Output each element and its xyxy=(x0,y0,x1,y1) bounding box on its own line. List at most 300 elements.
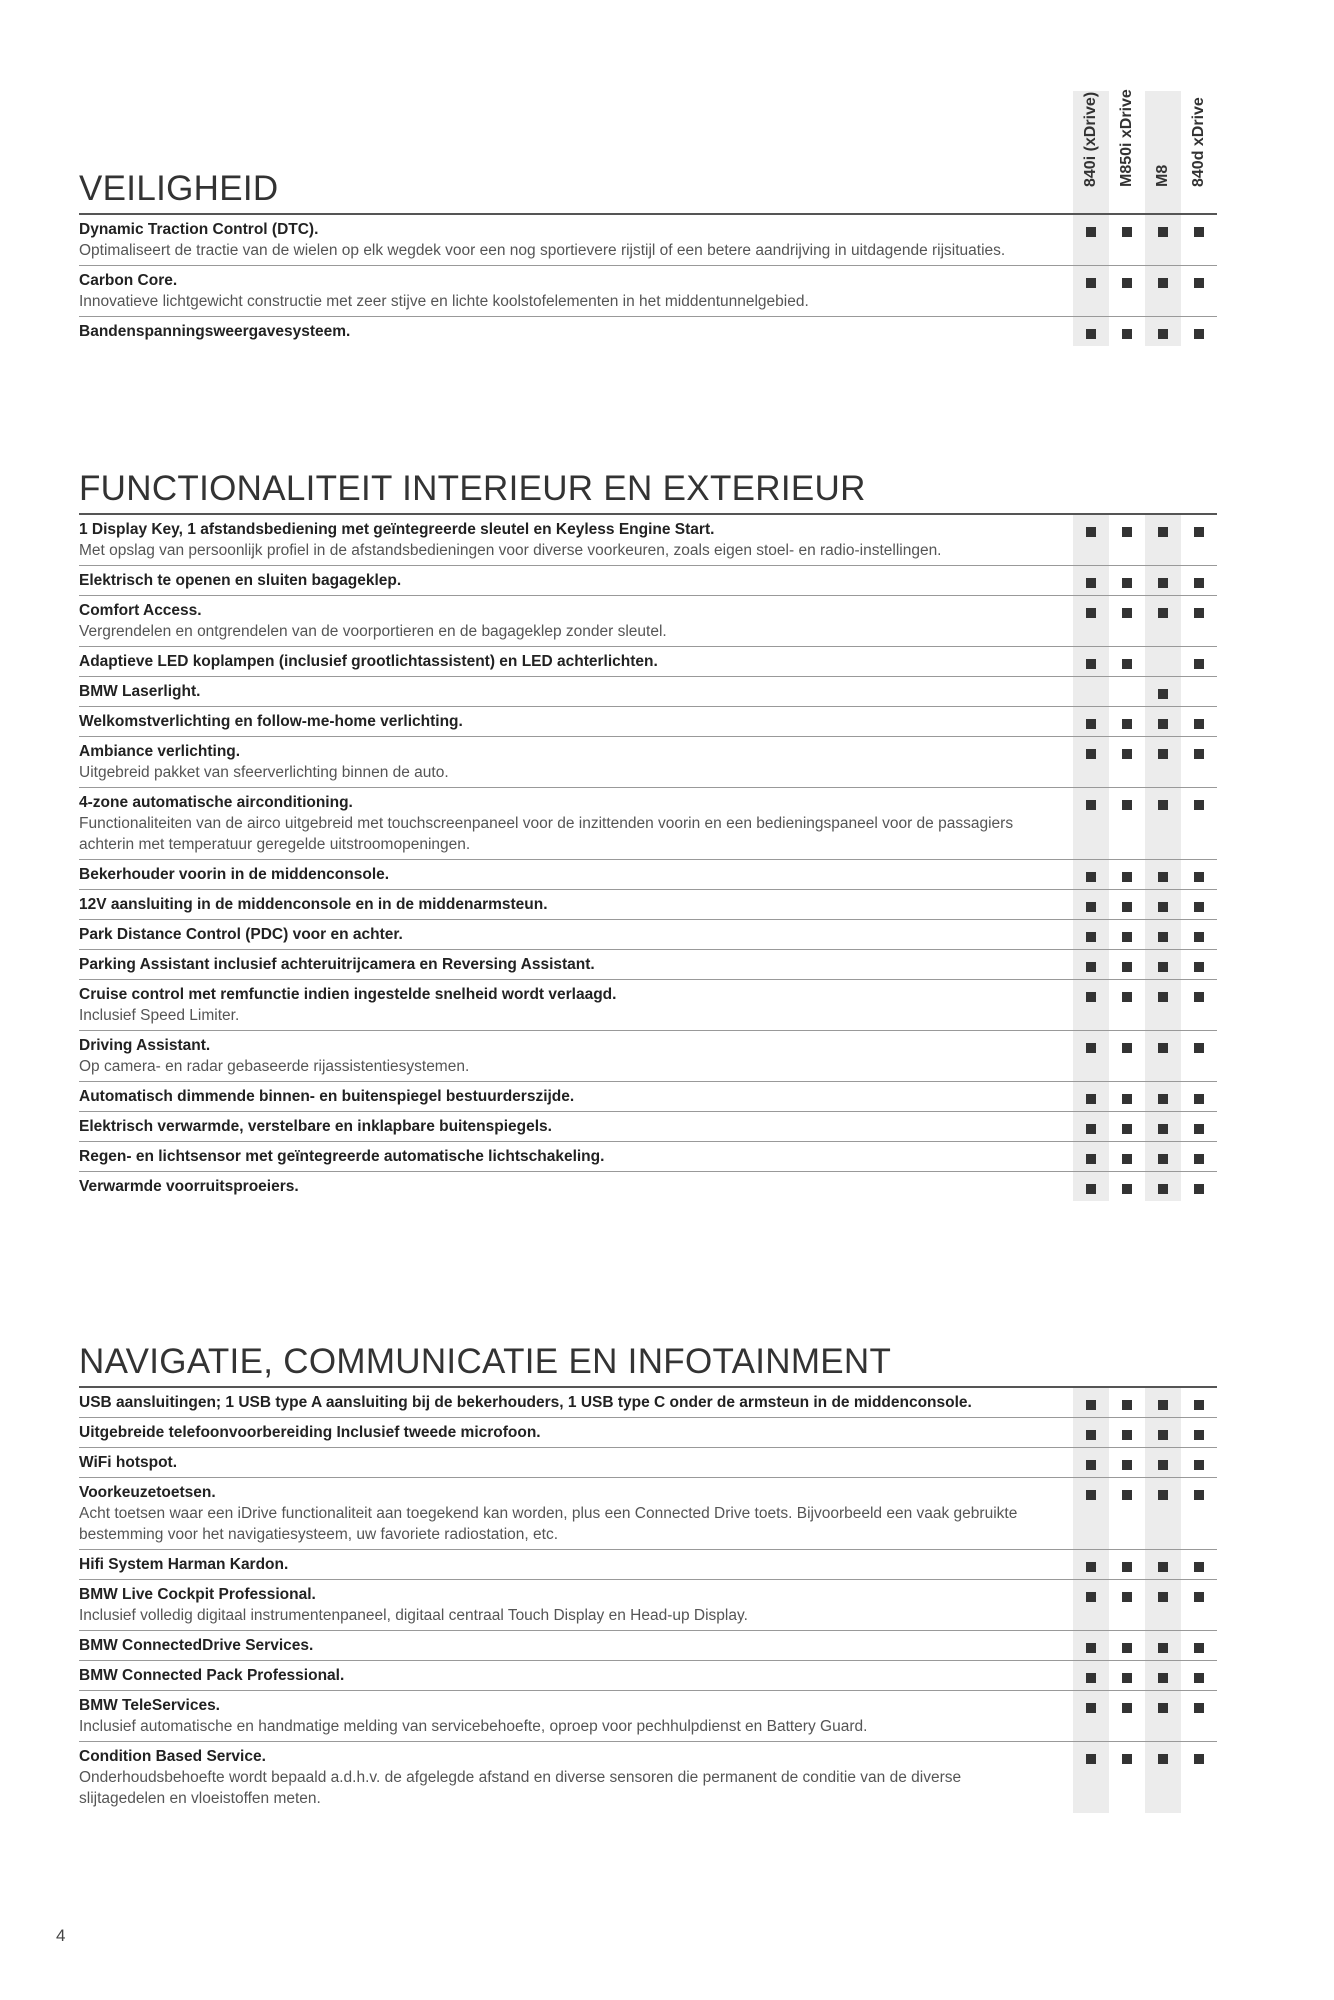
standard-mark-icon xyxy=(1122,1562,1132,1572)
standard-mark-icon xyxy=(1158,1460,1168,1470)
availability-cell xyxy=(1073,737,1109,787)
feature-text xyxy=(79,788,1073,859)
availability-cell xyxy=(1181,920,1217,949)
availability-cell xyxy=(1073,890,1109,919)
availability-cells xyxy=(1073,1661,1217,1690)
table-row xyxy=(79,1142,1217,1172)
standard-mark-icon xyxy=(1122,227,1132,237)
standard-mark-icon xyxy=(1086,1592,1096,1602)
availability-cell xyxy=(1073,707,1109,736)
availability-cells xyxy=(1073,1082,1217,1111)
standard-mark-icon xyxy=(1086,527,1096,537)
feature-title: Park Distance Control (PDC) voor en achter. xyxy=(79,926,403,943)
feature-text xyxy=(79,920,1073,949)
availability-cell xyxy=(1109,1418,1145,1447)
standard-mark-icon xyxy=(1194,992,1204,1002)
availability-cell xyxy=(1145,1580,1181,1630)
availability-cell xyxy=(1181,1418,1217,1447)
column-header xyxy=(1181,91,1217,213)
availability-cells xyxy=(1073,317,1217,346)
feature-text xyxy=(79,1661,1073,1690)
standard-mark-icon xyxy=(1194,1490,1204,1500)
availability-cell xyxy=(1145,788,1181,859)
standard-mark-icon xyxy=(1086,1562,1096,1572)
standard-mark-icon xyxy=(1122,749,1132,759)
feature-text xyxy=(79,950,1073,979)
standard-mark-icon xyxy=(1158,278,1168,288)
feature-title: Dynamic Traction Control (DTC). xyxy=(79,221,319,238)
standard-mark-icon xyxy=(1158,962,1168,972)
standard-mark-icon xyxy=(1122,1490,1132,1500)
availability-cells xyxy=(1073,566,1217,595)
feature-title: WiFi hotspot. xyxy=(79,1454,178,1471)
standard-mark-icon xyxy=(1086,1490,1096,1500)
availability-cell xyxy=(1181,860,1217,889)
standard-mark-icon xyxy=(1086,278,1096,288)
availability-cell xyxy=(1145,1691,1181,1741)
feature-text xyxy=(79,890,1073,919)
column-headers xyxy=(1073,91,1217,213)
column-header xyxy=(1145,91,1181,213)
standard-mark-icon xyxy=(1122,1430,1132,1440)
standard-mark-icon xyxy=(1158,1592,1168,1602)
feature-title: Driving Assistant. xyxy=(79,1037,211,1054)
availability-cells xyxy=(1073,950,1217,979)
standard-mark-icon xyxy=(1158,1562,1168,1572)
feature-text xyxy=(79,1691,1073,1741)
availability-cell xyxy=(1073,1580,1109,1630)
availability-cell xyxy=(1181,1691,1217,1741)
feature-description: Innovatieve lichtgewicht constructie met zeer stijve en lichte koolstofelementen in het middentunnelgebied. xyxy=(79,293,809,310)
standard-mark-icon xyxy=(1158,527,1168,537)
availability-cell xyxy=(1073,860,1109,889)
standard-mark-icon xyxy=(1122,1184,1132,1194)
availability-cell xyxy=(1145,1112,1181,1141)
standard-mark-icon xyxy=(1158,1490,1168,1500)
standard-mark-icon xyxy=(1086,329,1096,339)
availability-cell xyxy=(1109,1550,1145,1579)
standard-mark-icon xyxy=(1158,749,1168,759)
availability-cells xyxy=(1073,1631,1217,1660)
availability-cell xyxy=(1109,596,1145,646)
table-row xyxy=(79,596,1217,647)
availability-cells xyxy=(1073,1691,1217,1741)
standard-mark-icon xyxy=(1122,932,1132,942)
availability-cells xyxy=(1073,266,1217,316)
standard-mark-icon xyxy=(1158,1754,1168,1764)
availability-cell xyxy=(1181,215,1217,265)
feature-description: Vergrendelen en ontgrendelen van de voorportieren en de bagageklep zonder sleutel. xyxy=(79,623,667,640)
standard-mark-icon xyxy=(1122,1592,1132,1602)
availability-cell xyxy=(1145,860,1181,889)
availability-cell xyxy=(1073,596,1109,646)
standard-mark-icon xyxy=(1086,659,1096,669)
availability-cells xyxy=(1073,1742,1217,1813)
availability-cell xyxy=(1181,950,1217,979)
availability-cell xyxy=(1181,647,1217,676)
availability-cell xyxy=(1145,1418,1181,1447)
section-title: VEILIGHEID xyxy=(79,169,279,208)
availability-cells xyxy=(1073,215,1217,265)
standard-mark-icon xyxy=(1194,608,1204,618)
availability-cell xyxy=(1109,266,1145,316)
standard-mark-icon xyxy=(1158,1184,1168,1194)
standard-mark-icon xyxy=(1158,1703,1168,1713)
standard-mark-icon xyxy=(1122,1460,1132,1470)
availability-cell xyxy=(1181,1172,1217,1201)
standard-mark-icon xyxy=(1086,1703,1096,1713)
standard-mark-icon xyxy=(1194,1754,1204,1764)
availability-cell xyxy=(1145,1448,1181,1477)
availability-cell xyxy=(1109,1172,1145,1201)
availability-cell xyxy=(1181,566,1217,595)
standard-mark-icon xyxy=(1194,749,1204,759)
section-title: FUNCTIONALITEIT INTERIEUR EN EXTERIEUR xyxy=(79,469,866,508)
table-row xyxy=(79,266,1217,317)
availability-cells xyxy=(1073,1448,1217,1477)
feature-text xyxy=(79,1172,1073,1201)
standard-mark-icon xyxy=(1086,800,1096,810)
standard-mark-icon xyxy=(1086,992,1096,1002)
availability-cell xyxy=(1145,1742,1181,1813)
table-row xyxy=(79,860,1217,890)
availability-cell xyxy=(1073,266,1109,316)
standard-mark-icon xyxy=(1122,719,1132,729)
standard-mark-icon xyxy=(1194,932,1204,942)
feature-text xyxy=(79,1112,1073,1141)
standard-mark-icon xyxy=(1194,872,1204,882)
availability-cell xyxy=(1109,317,1145,346)
feature-text xyxy=(79,515,1073,565)
availability-cell xyxy=(1181,1631,1217,1660)
availability-cell xyxy=(1073,980,1109,1030)
availability-cell xyxy=(1109,950,1145,979)
availability-cells xyxy=(1073,860,1217,889)
standard-mark-icon xyxy=(1194,902,1204,912)
standard-mark-icon xyxy=(1086,1124,1096,1134)
standard-mark-icon xyxy=(1086,1643,1096,1653)
availability-cell xyxy=(1181,1112,1217,1141)
availability-cells xyxy=(1073,1172,1217,1201)
standard-mark-icon xyxy=(1122,800,1132,810)
feature-text xyxy=(79,1631,1073,1660)
standard-mark-icon xyxy=(1158,902,1168,912)
feature-title: 1 Display Key, 1 afstandsbediening met geïntegreerde sleutel en Keyless Engine Start. xyxy=(79,521,715,538)
feature-text xyxy=(79,596,1073,646)
table-row xyxy=(79,890,1217,920)
availability-cells xyxy=(1073,890,1217,919)
standard-mark-icon xyxy=(1086,1673,1096,1683)
availability-cell xyxy=(1073,1631,1109,1660)
feature-title: BMW Connected Pack Professional. xyxy=(79,1667,345,1684)
availability-cells xyxy=(1073,1478,1217,1549)
column-header xyxy=(1109,91,1145,213)
availability-cell xyxy=(1073,950,1109,979)
standard-mark-icon xyxy=(1086,1154,1096,1164)
table-row xyxy=(79,1742,1217,1813)
standard-mark-icon xyxy=(1194,1094,1204,1104)
availability-cell xyxy=(1109,1691,1145,1741)
feature-description: Onderhoudsbehoefte wordt bepaald a.d.h.v. de afgelegde afstand en diverse sensoren die permanent de conditie van de diverse slijtagedelen en vloeistoffen meten. xyxy=(79,1769,962,1807)
section-header xyxy=(79,89,1217,215)
availability-cell xyxy=(1145,1631,1181,1660)
availability-cell xyxy=(1109,1142,1145,1171)
feature-text xyxy=(79,1142,1073,1171)
standard-mark-icon xyxy=(1194,1592,1204,1602)
availability-cell xyxy=(1181,1142,1217,1171)
feature-text xyxy=(79,1418,1073,1447)
availability-cell xyxy=(1109,1082,1145,1111)
availability-cell xyxy=(1073,1031,1109,1081)
availability-cells xyxy=(1073,920,1217,949)
feature-description: Uitgebreid pakket van sfeerverlichting binnen de auto. xyxy=(79,764,449,781)
availability-cell xyxy=(1073,566,1109,595)
feature-text xyxy=(79,266,1073,316)
table-row xyxy=(79,1691,1217,1742)
table-row xyxy=(79,980,1217,1031)
feature-title: Cruise control met remfunctie indien ingestelde snelheid wordt verlaagd. xyxy=(79,986,617,1003)
feature-table xyxy=(79,1388,1217,1813)
availability-cell xyxy=(1073,1112,1109,1141)
availability-cell xyxy=(1181,737,1217,787)
standard-mark-icon xyxy=(1194,1400,1204,1410)
feature-text xyxy=(79,1448,1073,1477)
availability-cell xyxy=(1073,1082,1109,1111)
availability-cell xyxy=(1145,1082,1181,1111)
standard-mark-icon xyxy=(1158,1094,1168,1104)
availability-cells xyxy=(1073,707,1217,736)
availability-cell xyxy=(1109,980,1145,1030)
page-number: 4 xyxy=(56,1926,66,1945)
availability-cell xyxy=(1181,890,1217,919)
table-row xyxy=(79,566,1217,596)
availability-cell xyxy=(1109,860,1145,889)
availability-cells xyxy=(1073,1550,1217,1579)
availability-cell xyxy=(1145,1550,1181,1579)
feature-text xyxy=(79,677,1073,706)
availability-cells xyxy=(1073,515,1217,565)
feature-title: BMW TeleServices. xyxy=(79,1697,220,1714)
feature-title: Condition Based Service. xyxy=(79,1748,266,1765)
availability-cell xyxy=(1073,1691,1109,1741)
feature-text xyxy=(79,215,1073,265)
availability-cell xyxy=(1109,1112,1145,1141)
availability-cell xyxy=(1109,1478,1145,1549)
availability-cell xyxy=(1109,890,1145,919)
standard-mark-icon xyxy=(1158,1673,1168,1683)
standard-mark-icon xyxy=(1122,1703,1132,1713)
feature-title: Automatisch dimmende binnen- en buitenspiegel bestuurderszijde. xyxy=(79,1088,575,1105)
availability-cell xyxy=(1145,737,1181,787)
standard-mark-icon xyxy=(1194,1430,1204,1440)
standard-mark-icon xyxy=(1122,278,1132,288)
standard-mark-icon xyxy=(1122,1154,1132,1164)
availability-cell xyxy=(1073,920,1109,949)
availability-cell xyxy=(1145,215,1181,265)
feature-description: Op camera- en radar gebaseerde rijassistentiesystemen. xyxy=(79,1058,470,1075)
standard-mark-icon xyxy=(1122,902,1132,912)
availability-cell xyxy=(1109,920,1145,949)
availability-cell xyxy=(1145,1031,1181,1081)
availability-cell xyxy=(1073,1478,1109,1549)
standard-mark-icon xyxy=(1158,719,1168,729)
standard-mark-icon xyxy=(1086,608,1096,618)
standard-mark-icon xyxy=(1194,329,1204,339)
availability-cell xyxy=(1181,1661,1217,1690)
standard-mark-icon xyxy=(1122,872,1132,882)
availability-cell xyxy=(1145,980,1181,1030)
feature-title: Elektrisch te openen en sluiten bagageklep. xyxy=(79,572,402,589)
feature-title: Verwarmde voorruitsproeiers. xyxy=(79,1178,299,1195)
standard-mark-icon xyxy=(1194,1124,1204,1134)
availability-cell xyxy=(1109,647,1145,676)
column-header xyxy=(1073,91,1109,213)
availability-cell xyxy=(1109,1742,1145,1813)
column-label: M850i xDrive xyxy=(1118,89,1135,187)
availability-cell xyxy=(1109,1388,1145,1417)
availability-cells xyxy=(1073,1418,1217,1447)
standard-mark-icon xyxy=(1086,578,1096,588)
availability-cell xyxy=(1073,1550,1109,1579)
availability-cell xyxy=(1109,707,1145,736)
availability-cell xyxy=(1073,1418,1109,1447)
standard-mark-icon xyxy=(1086,1430,1096,1440)
availability-cell xyxy=(1109,1661,1145,1690)
table-row xyxy=(79,1631,1217,1661)
table-row xyxy=(79,788,1217,860)
feature-title: BMW Live Cockpit Professional. xyxy=(79,1586,316,1603)
standard-mark-icon xyxy=(1194,1154,1204,1164)
availability-cell xyxy=(1181,515,1217,565)
availability-cells xyxy=(1073,1580,1217,1630)
availability-cells xyxy=(1073,737,1217,787)
feature-text xyxy=(79,980,1073,1030)
feature-title: Bekerhouder voorin in de middenconsole. xyxy=(79,866,390,883)
feature-title: Uitgebreide telefoonvoorbereiding Inclusief tweede microfoon. xyxy=(79,1424,541,1441)
feature-description: Met opslag van persoonlijk profiel in de afstandsbedieningen voor diverse voorkeuren, zoals eigen stoel- en radio-instellingen. xyxy=(79,542,942,559)
availability-cell xyxy=(1145,1478,1181,1549)
standard-mark-icon xyxy=(1194,527,1204,537)
standard-mark-icon xyxy=(1194,278,1204,288)
availability-cell xyxy=(1073,1172,1109,1201)
section-veiligheid xyxy=(79,89,1217,346)
feature-title: BMW ConnectedDrive Services. xyxy=(79,1637,314,1654)
standard-mark-icon xyxy=(1122,1043,1132,1053)
availability-cell xyxy=(1073,1661,1109,1690)
availability-cell xyxy=(1073,215,1109,265)
feature-title: Bandenspanningsweergavesysteem. xyxy=(79,323,351,340)
table-row xyxy=(79,515,1217,566)
standard-mark-icon xyxy=(1086,749,1096,759)
availability-cell xyxy=(1181,677,1217,706)
availability-cell xyxy=(1145,515,1181,565)
table-row xyxy=(79,317,1217,346)
standard-mark-icon xyxy=(1122,659,1132,669)
availability-cell xyxy=(1181,1742,1217,1813)
availability-cell xyxy=(1109,1031,1145,1081)
standard-mark-icon xyxy=(1122,962,1132,972)
table-row xyxy=(79,737,1217,788)
table-row xyxy=(79,707,1217,737)
column-label: M8 xyxy=(1154,164,1171,187)
standard-mark-icon xyxy=(1158,1124,1168,1134)
availability-cell xyxy=(1145,1388,1181,1417)
feature-table xyxy=(79,215,1217,346)
availability-cells xyxy=(1073,788,1217,859)
standard-mark-icon xyxy=(1158,608,1168,618)
feature-title: BMW Laserlight. xyxy=(79,683,201,700)
standard-mark-icon xyxy=(1122,1400,1132,1410)
feature-text xyxy=(79,707,1073,736)
standard-mark-icon xyxy=(1194,1703,1204,1713)
feature-description: Optimaliseert de tractie van de wielen op elk wegdek voor een nog sportievere rijstijl of een betere aandrijving in uitdagende rijsituaties. xyxy=(79,242,1006,259)
standard-mark-icon xyxy=(1158,800,1168,810)
availability-cells xyxy=(1073,1112,1217,1141)
standard-mark-icon xyxy=(1158,227,1168,237)
standard-mark-icon xyxy=(1086,719,1096,729)
availability-cells xyxy=(1073,596,1217,646)
feature-title: Comfort Access. xyxy=(79,602,202,619)
feature-title: Welkomstverlichting en follow-me-home verlichting. xyxy=(79,713,463,730)
feature-table xyxy=(79,515,1217,1201)
table-row xyxy=(79,1172,1217,1201)
feature-title: 12V aansluiting in de middenconsole en in de middenarmsteun. xyxy=(79,896,548,913)
availability-cell xyxy=(1145,677,1181,706)
availability-cell xyxy=(1109,677,1145,706)
availability-cell xyxy=(1181,1550,1217,1579)
availability-cell xyxy=(1109,515,1145,565)
availability-cell xyxy=(1109,215,1145,265)
standard-mark-icon xyxy=(1158,1154,1168,1164)
availability-cells xyxy=(1073,1142,1217,1171)
availability-cell xyxy=(1145,1172,1181,1201)
standard-mark-icon xyxy=(1086,1400,1096,1410)
table-row xyxy=(79,950,1217,980)
feature-title: 4-zone automatische airconditioning. xyxy=(79,794,353,811)
availability-cell xyxy=(1181,1082,1217,1111)
table-row xyxy=(79,1418,1217,1448)
table-row xyxy=(79,1448,1217,1478)
availability-cell xyxy=(1145,1142,1181,1171)
standard-mark-icon xyxy=(1194,659,1204,669)
standard-mark-icon xyxy=(1122,1124,1132,1134)
availability-cell xyxy=(1181,596,1217,646)
feature-title: Parking Assistant inclusief achteruitrijcamera en Reversing Assistant. xyxy=(79,956,595,973)
availability-cell xyxy=(1073,788,1109,859)
standard-mark-icon xyxy=(1086,902,1096,912)
availability-cell xyxy=(1145,920,1181,949)
standard-mark-icon xyxy=(1122,1643,1132,1653)
standard-mark-icon xyxy=(1086,1754,1096,1764)
feature-text xyxy=(79,1082,1073,1111)
standard-mark-icon xyxy=(1194,1184,1204,1194)
availability-cell xyxy=(1073,1142,1109,1171)
availability-cell xyxy=(1109,1580,1145,1630)
availability-cell xyxy=(1181,980,1217,1030)
table-row xyxy=(79,1478,1217,1550)
column-label: 840i (xDrive) xyxy=(1082,91,1099,187)
standard-mark-icon xyxy=(1122,578,1132,588)
section-functionaliteit xyxy=(79,457,1217,1201)
standard-mark-icon xyxy=(1122,992,1132,1002)
availability-cell xyxy=(1109,566,1145,595)
standard-mark-icon xyxy=(1158,1400,1168,1410)
availability-cells xyxy=(1073,1388,1217,1417)
standard-mark-icon xyxy=(1158,872,1168,882)
standard-mark-icon xyxy=(1194,962,1204,972)
standard-mark-icon xyxy=(1086,962,1096,972)
availability-cell xyxy=(1181,266,1217,316)
